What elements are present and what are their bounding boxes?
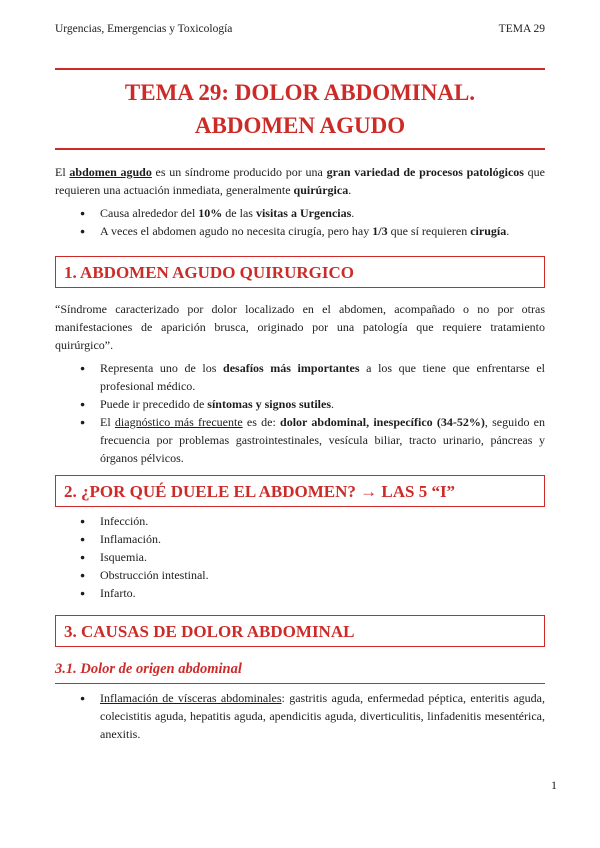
text-run: Infarto. [100, 586, 136, 600]
text-run: es de: [242, 415, 281, 429]
text-run: . [331, 397, 334, 411]
text-run: es un síndrome producido por una [151, 165, 327, 179]
text-run: dolor abdominal, inespecífico (34-52%) [280, 415, 485, 429]
text-run: . [506, 224, 510, 238]
text-run: Causa alrededor del [100, 206, 199, 220]
text-run: abdomen agudo [69, 165, 152, 179]
text-run: a los que tiene que enfrentarse el profesional médico. [100, 361, 546, 393]
text-run: . [351, 206, 355, 220]
document-title-line1: TEMA 29: DOLOR ABDOMINAL. [124, 80, 476, 105]
text-run: , seguido en frecuencia por problemas gastrointestinales, vesícula biliar, tracto urinario, páncreas y órganos pélvicos. [100, 415, 546, 465]
document-title-line2: ABDOMEN AGUDO [194, 113, 406, 138]
list-item [55, 222, 545, 240]
list-item [55, 530, 545, 548]
text-run: quirúrgica [293, 183, 349, 197]
header-topic-label: TEMA 29 [498, 23, 545, 35]
list-item [55, 512, 545, 530]
section-1-quote-paragraph [55, 300, 545, 354]
text-run: gran variedad de procesos patológicos [326, 165, 524, 179]
text-run: Infección. [100, 514, 149, 528]
text-run: que sí requieren [387, 224, 471, 238]
text-run: de las [222, 206, 256, 220]
text-run: Inflamación de vísceras abdominales [100, 691, 282, 705]
list-item [55, 689, 545, 743]
text-run: diagnóstico más frecuente [114, 415, 243, 429]
list-item [55, 566, 545, 584]
text-run: Isquemia. [100, 550, 147, 564]
text-run: síntomas y signos sutiles [207, 397, 331, 411]
text-run: 1/3 [372, 224, 388, 238]
list-item [55, 204, 545, 222]
text-run: A veces el abdomen agudo no necesita cirugía, pero hay [100, 224, 373, 238]
title-bottom-rule [55, 148, 545, 150]
text-run: cirugía [470, 224, 507, 238]
text-run: “Síndrome caracterizado por dolor localizado en el abdomen, acompañado o no por otras manifestaciones de aparición brusca, originado por una patología que requiere tratamiento quirúrgico”. [55, 302, 545, 352]
list-item [55, 413, 545, 467]
list-item [55, 395, 545, 413]
intro-bullet-list [55, 204, 545, 240]
title-block [55, 68, 545, 150]
header-course-title: Urgencias, Emergencias y Toxicología [55, 23, 233, 35]
text-run: 10% [198, 206, 223, 220]
text-run: Obstrucción intestinal. [100, 568, 209, 582]
intro-paragraph [55, 163, 545, 199]
section-3-heading: 3. CAUSAS DE DOLOR ABDOMINAL [55, 615, 545, 647]
section-2-heading: 2. ¿POR QUÉ DUELE EL ABDOMEN? → LAS 5 “I” [55, 475, 545, 507]
text-run: : gastritis aguda, enfermedad péptica, enteritis aguda, colecistitis aguda, hepatitis aguda, apendicitis aguda, diverticulitis, linfadenitis mesentérica, anexitis. [100, 691, 545, 741]
text-run: Puede ir precedido de [100, 397, 208, 411]
text-run: Representa uno de los [100, 361, 224, 375]
section-3-bullet-list [55, 689, 545, 743]
list-item [55, 584, 545, 602]
page-number: 1 [551, 778, 557, 792]
text-run: . [348, 183, 352, 197]
page-header [55, 22, 545, 37]
section-1-heading: 1. ABDOMEN AGUDO QUIRURGICO [55, 256, 545, 288]
text-run: desafíos más importantes [223, 361, 360, 375]
list-item [55, 359, 545, 395]
text-run: visitas a Urgencias [255, 206, 352, 220]
section-1-bullet-list [55, 359, 545, 467]
section-2-bullet-list [55, 512, 545, 602]
document-title [55, 70, 545, 148]
list-item [55, 548, 545, 566]
text-run: que requieren una actuación inmediata, generalmente [55, 165, 545, 197]
text-run: Inflamación. [100, 532, 161, 546]
text-run: El [100, 415, 115, 429]
section-3-1-subheading: 3.1. Dolor de origen abdominal [55, 659, 545, 684]
text-run: El [55, 165, 70, 179]
